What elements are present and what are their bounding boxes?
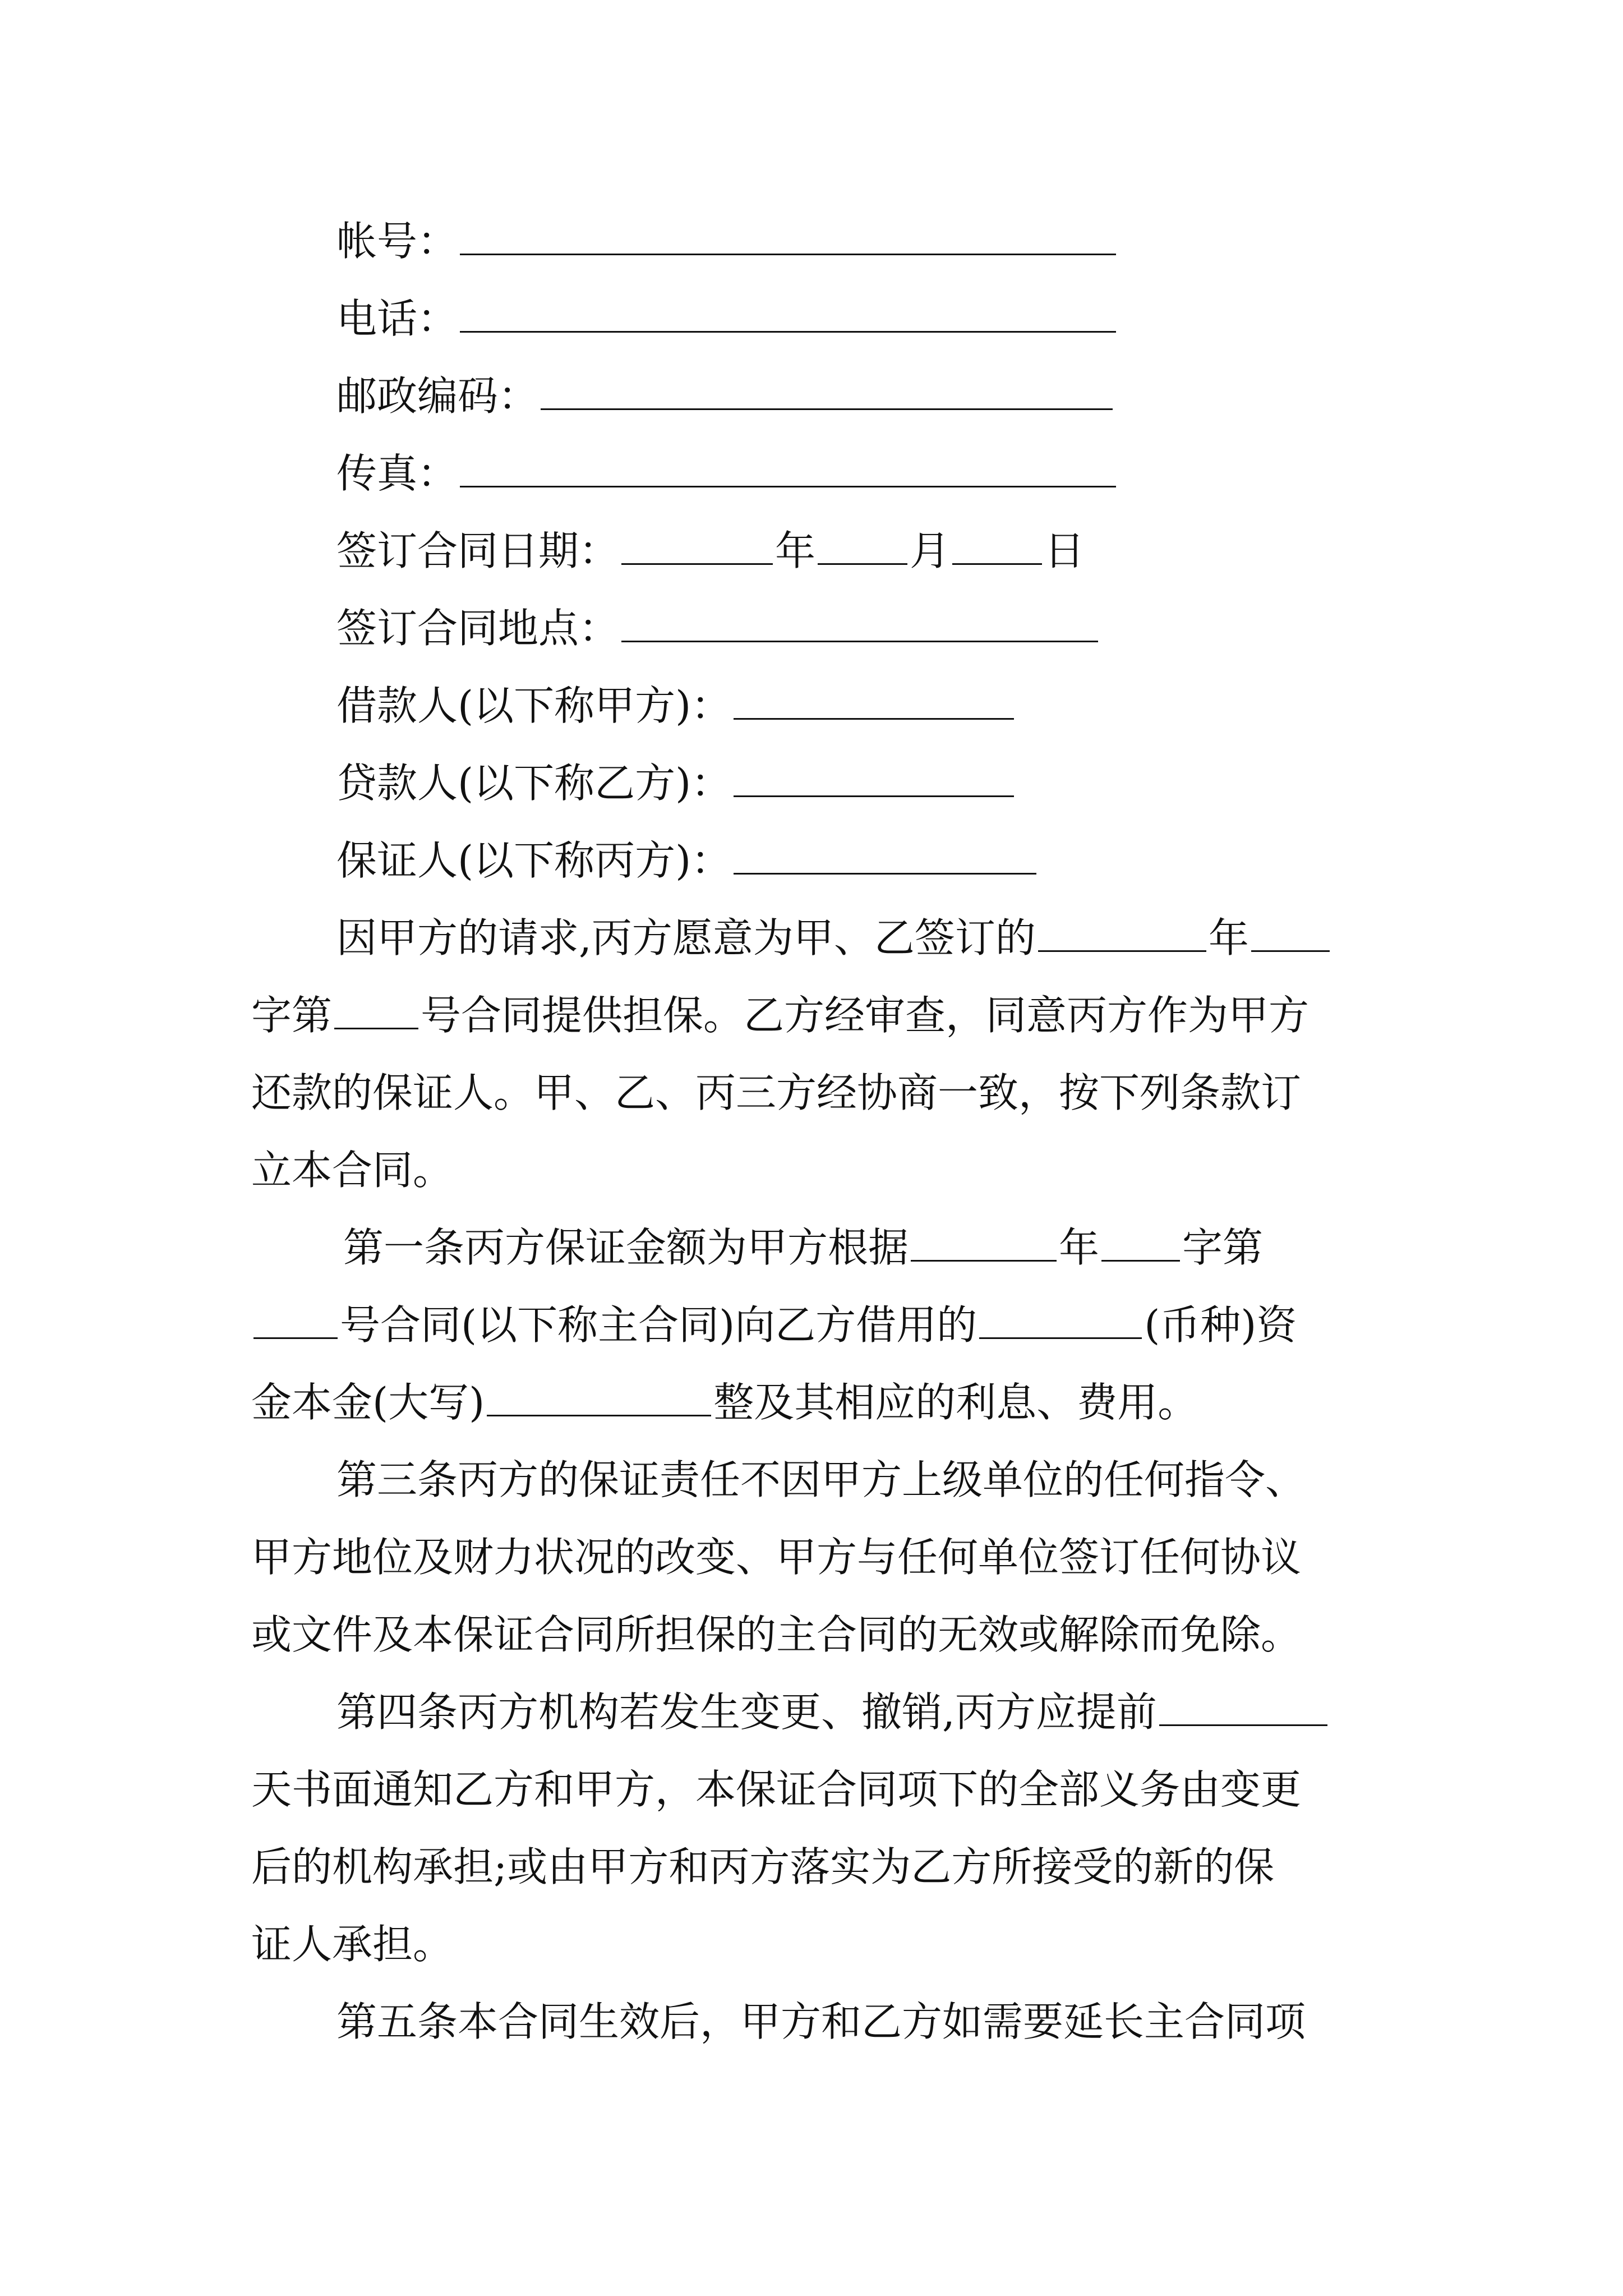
guarantor-field xyxy=(336,821,1039,900)
article-4-line-3: 后的机构承担;或由甲方和丙方落实为乙方所接受的新的保 xyxy=(251,1843,1275,1890)
article-1-text-2a: 号合同(以下称主合同)向乙方借用的 xyxy=(340,1301,978,1349)
day-label: 日 xyxy=(1044,527,1085,574)
postal-code-label: 邮政编码： xyxy=(336,372,539,420)
preamble-text-2a: 字第 xyxy=(251,992,333,1039)
preamble-line-1 xyxy=(336,899,1332,977)
article-4-line-4: 证人承担。 xyxy=(251,1921,454,1968)
preamble-text-2b: 号合同提供担保。乙方经审查，同意丙方作为甲方 xyxy=(421,992,1310,1039)
article-4-line-2: 天书面通知乙方和甲方，本保证合同项下的全部义务由变更 xyxy=(251,1766,1302,1813)
phone-label: 电话： xyxy=(336,295,458,342)
preamble-word-blank xyxy=(1251,950,1330,952)
preamble-year-blank xyxy=(1038,950,1206,952)
article-4-line-1 xyxy=(336,1673,1330,1751)
guarantor-label: 保证人(以下称丙方)： xyxy=(336,837,732,884)
article-1-text-3b: 整及其相应的利息、费用。 xyxy=(713,1379,1198,1426)
fax-label: 传真： xyxy=(336,450,458,497)
phone-blank xyxy=(460,331,1116,333)
preamble-number-blank xyxy=(334,1028,418,1029)
account-field xyxy=(336,202,1118,280)
article-3-line-2: 甲方地位及财力状况的改变、甲方与任何单位签订任何协议 xyxy=(251,1534,1302,1581)
article-3-line-3: 或文件及本保证合同所担保的主合同的无效或解除而免除。 xyxy=(251,1611,1302,1658)
article-5-line-1: 第五条本合同生效后，甲方和乙方如需要延长主合同项 xyxy=(336,1998,1306,2045)
signing-place-field xyxy=(336,589,1100,668)
currency-blank xyxy=(979,1337,1142,1339)
postal-code-blank xyxy=(541,408,1113,410)
article-1-text-1b: 年 xyxy=(1059,1224,1100,1271)
preamble-line-3: 还款的保证人。甲、乙、丙三方经协商一致，按下列条款订 xyxy=(251,1069,1302,1116)
year-blank xyxy=(621,563,773,565)
article-1-text-1a: 第一条丙方保证金额为甲方根据 xyxy=(343,1224,909,1271)
year-label: 年 xyxy=(775,527,816,574)
lender-label: 贷款人(以下称乙方)： xyxy=(336,760,732,807)
month-label: 月 xyxy=(910,527,951,574)
phone-field xyxy=(336,279,1118,358)
preamble-line-4: 立本合同。 xyxy=(251,1147,454,1194)
article-1-line-3 xyxy=(251,1363,1198,1442)
lender-field xyxy=(336,744,1016,822)
fax-field xyxy=(336,434,1118,513)
postal-code-field xyxy=(336,357,1115,435)
preamble-text-1b: 年 xyxy=(1208,914,1249,961)
guarantor-blank xyxy=(734,873,1036,875)
signing-place-blank xyxy=(621,641,1098,642)
borrower-label: 借款人(以下称甲方)： xyxy=(336,682,732,729)
signing-date-label: 签订合同日期： xyxy=(336,527,620,574)
article-1-text-2b: (币种)资 xyxy=(1144,1301,1297,1349)
lender-blank xyxy=(734,795,1014,797)
article-1-line-1 xyxy=(343,1208,1263,1287)
fax-blank xyxy=(460,486,1116,487)
month-blank xyxy=(818,563,907,565)
article-3-line-1: 第三条丙方的保证责任不因甲方上级单位的任何指令、 xyxy=(336,1456,1306,1503)
account-label: 帐号： xyxy=(336,218,458,265)
article-1-word-blank xyxy=(1101,1260,1180,1262)
day-blank xyxy=(952,563,1042,565)
notice-days-blank xyxy=(1159,1724,1327,1726)
principal-amount-blank xyxy=(487,1415,711,1416)
article-4-text-1: 第四条丙方机构若发生变更、撤销,丙方应提前 xyxy=(336,1688,1157,1736)
article-1-text-1c: 字第 xyxy=(1182,1224,1264,1271)
article-1-line-2 xyxy=(251,1286,1297,1364)
signing-date-field xyxy=(336,512,1085,590)
preamble-line-2 xyxy=(251,976,1309,1055)
signing-place-label: 签订合同地点： xyxy=(336,605,620,652)
borrower-field xyxy=(336,666,1016,745)
article-1-text-3a: 金本金(大写) xyxy=(251,1379,485,1426)
article-1-number-blank xyxy=(253,1337,338,1339)
account-blank xyxy=(460,254,1116,255)
article-1-year-blank xyxy=(911,1260,1057,1262)
preamble-text-1a: 因甲方的请求,丙方愿意为甲、乙签订的 xyxy=(336,914,1036,961)
borrower-blank xyxy=(734,718,1014,720)
